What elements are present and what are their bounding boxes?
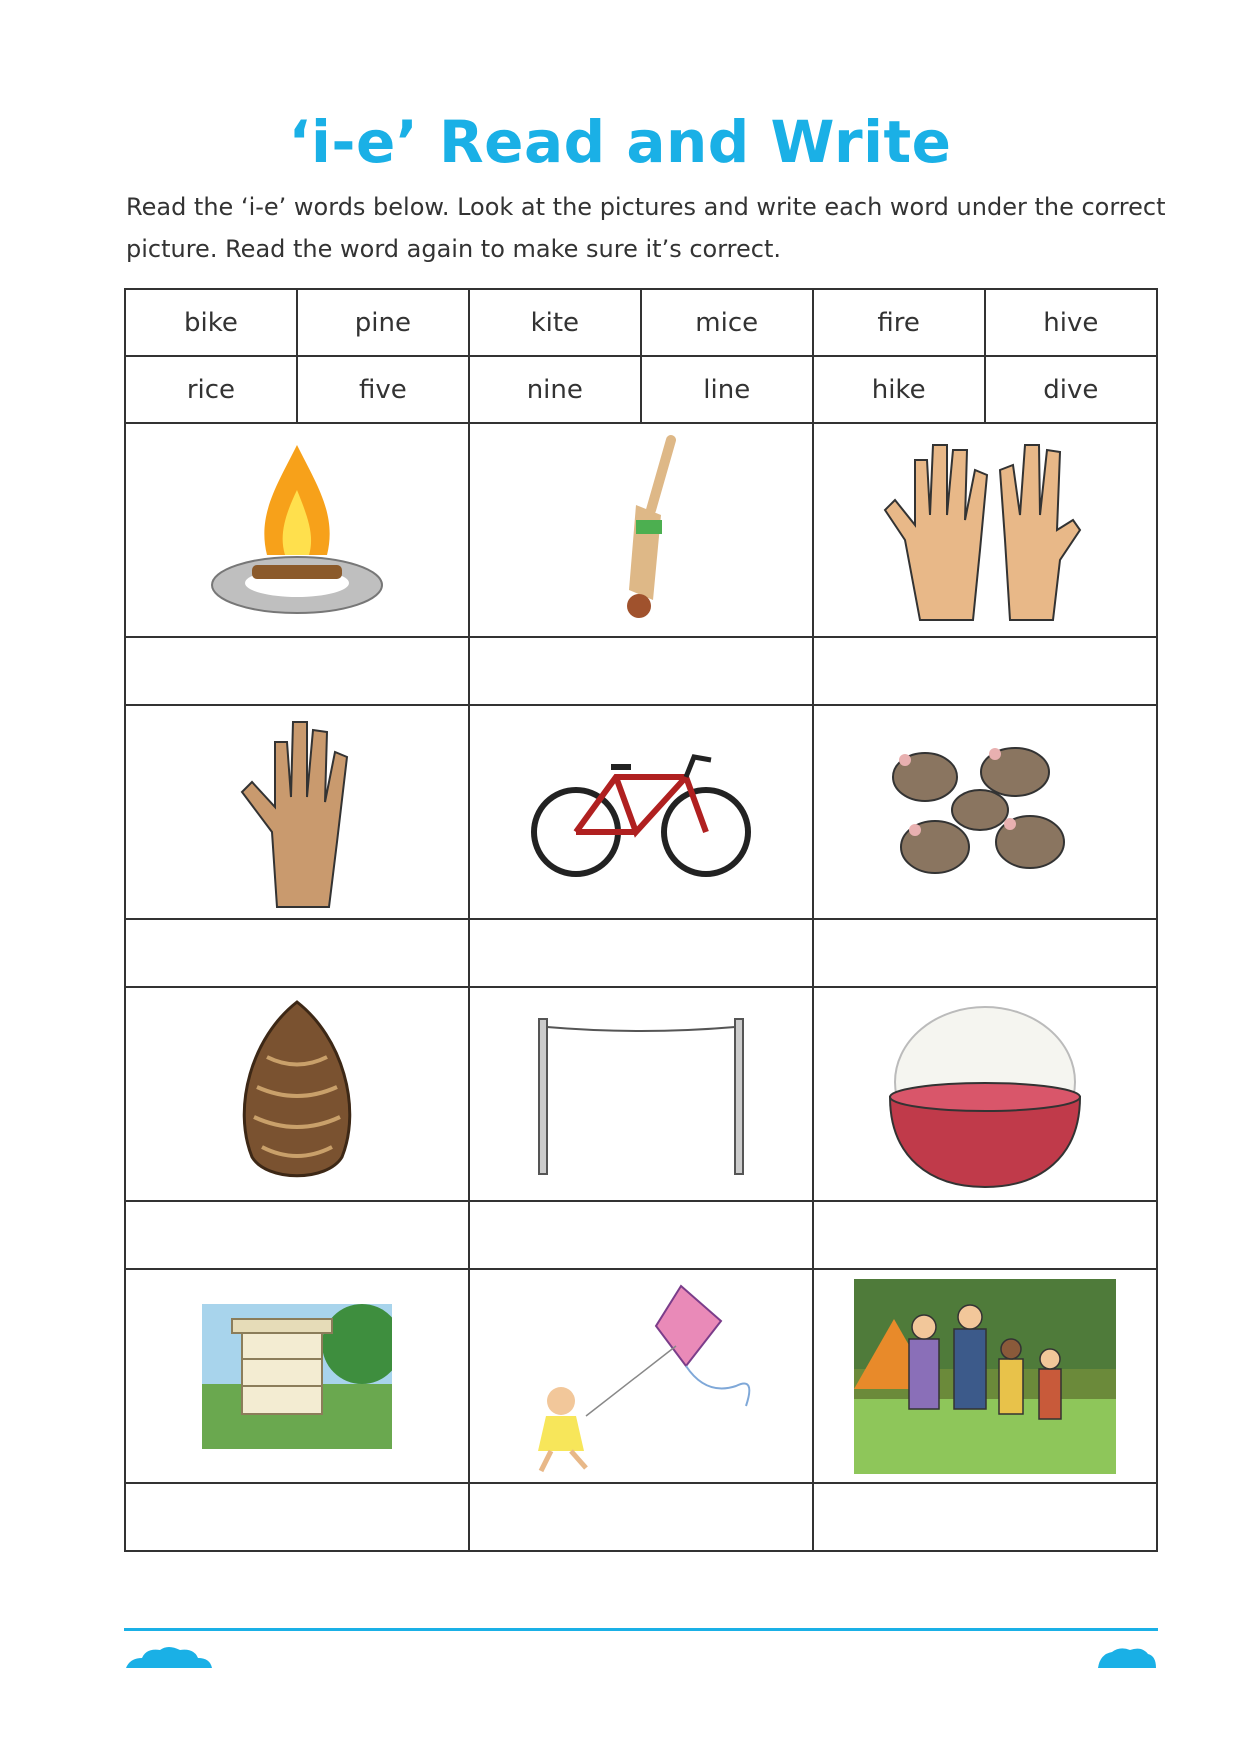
kite-picture (506, 1276, 776, 1476)
picture-row-2 (125, 705, 1157, 919)
word-cell: pine (297, 289, 469, 356)
write-row-1 (125, 637, 1157, 705)
beehive-picture (202, 1304, 392, 1449)
page-title: ‘i-e’ Read and Write (288, 108, 952, 176)
word-bank-row-2 (125, 356, 1157, 423)
picture-cell (813, 705, 1157, 919)
nine-fingers-picture (875, 430, 1095, 630)
answer-box[interactable] (813, 637, 1157, 705)
pinecone-picture (222, 997, 372, 1192)
answer-box[interactable] (469, 1201, 813, 1269)
word-bank-row-1 (125, 289, 1157, 356)
word-cell: fire (813, 289, 985, 356)
word-cell: mice (641, 289, 813, 356)
campfire-picture (207, 435, 387, 625)
picture-cell (813, 423, 1157, 637)
answer-box[interactable] (125, 1201, 469, 1269)
picture-cell (813, 1269, 1157, 1483)
picture-row-3 (125, 987, 1157, 1201)
diver-picture (581, 430, 701, 630)
word-cell: five (297, 356, 469, 423)
answer-box[interactable] (125, 919, 469, 987)
footer-divider (124, 1628, 1158, 1631)
worksheet-grid (124, 288, 1158, 1552)
write-row-2 (125, 919, 1157, 987)
mice-picture (875, 732, 1095, 892)
word-cell: nine (469, 356, 641, 423)
picture-cell (125, 987, 469, 1201)
picture-cell (813, 987, 1157, 1201)
five-fingers-picture (237, 712, 357, 912)
picture-cell (125, 1269, 469, 1483)
word-cell: bike (125, 289, 297, 356)
picture-cell (469, 705, 813, 919)
picture-row-1 (125, 423, 1157, 637)
bicycle-picture (526, 742, 756, 882)
line-picture (521, 1009, 761, 1179)
picture-row-4 (125, 1269, 1157, 1483)
word-cell: hive (985, 289, 1157, 356)
write-row-3 (125, 1201, 1157, 1269)
picture-cell (469, 987, 813, 1201)
brand-logo-icon (1096, 1644, 1158, 1668)
instructions: Read the ‘i-e’ words below. Look at the pictures and write each word under the correct picture. Read the word again to make sure it’s correct. (126, 193, 1166, 263)
cloud-logo-icon (124, 1644, 214, 1668)
picture-cell (469, 423, 813, 637)
answer-box[interactable] (813, 1201, 1157, 1269)
write-row-4 (125, 1483, 1157, 1551)
picture-cell (125, 423, 469, 637)
answer-box[interactable] (469, 1483, 813, 1551)
word-cell: rice (125, 356, 297, 423)
picture-cell (125, 705, 469, 919)
rice-bowl-picture (880, 997, 1090, 1192)
answer-box[interactable] (125, 1483, 469, 1551)
word-cell: line (641, 356, 813, 423)
answer-box[interactable] (813, 1483, 1157, 1551)
answer-box[interactable] (125, 637, 469, 705)
answer-box[interactable] (813, 919, 1157, 987)
picture-cell (469, 1269, 813, 1483)
answer-box[interactable] (469, 919, 813, 987)
hiking-family-picture (854, 1279, 1116, 1474)
word-cell: dive (985, 356, 1157, 423)
answer-box[interactable] (469, 637, 813, 705)
word-cell: hike (813, 356, 985, 423)
word-cell: kite (469, 289, 641, 356)
